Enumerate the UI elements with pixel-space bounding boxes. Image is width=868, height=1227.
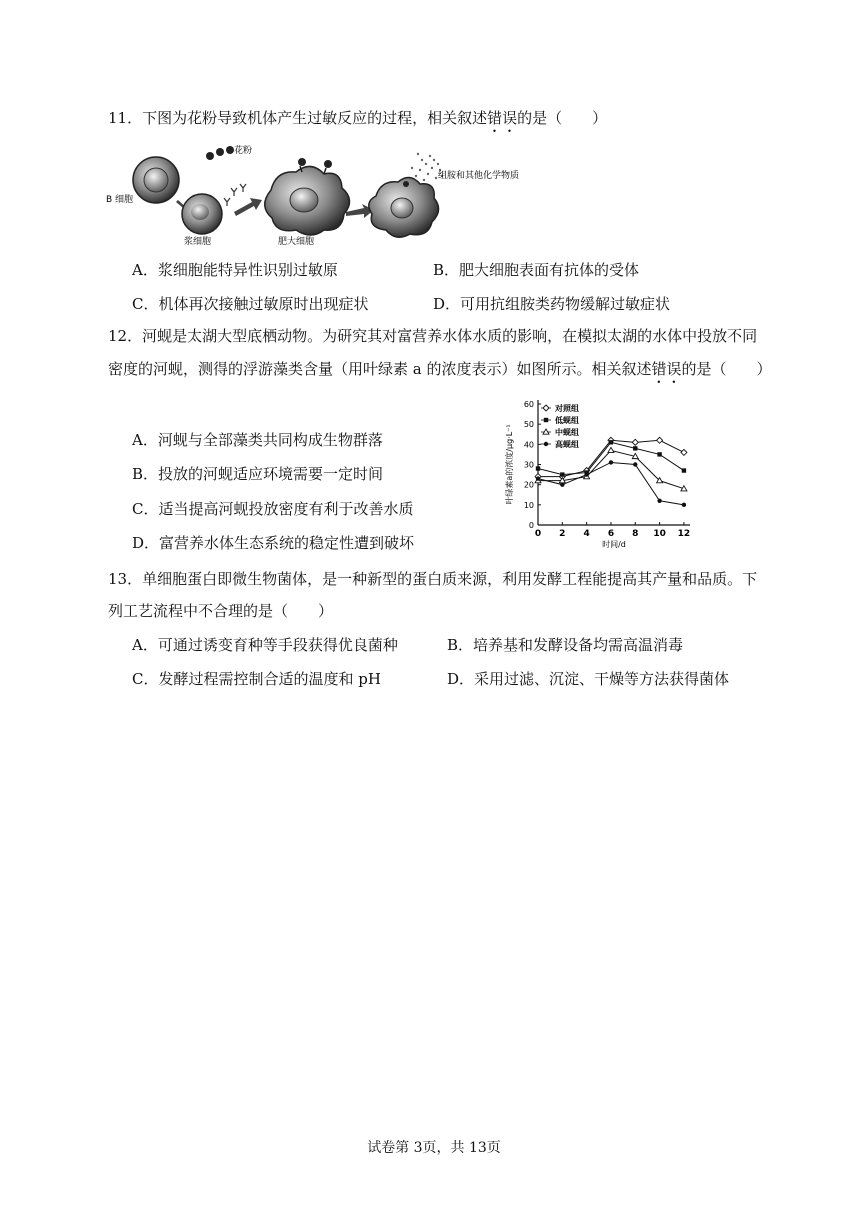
q13-option-a[interactable]: A．可通过诱变育种等手段获得优良菌种 xyxy=(132,636,398,654)
y-tick-label: 10 xyxy=(523,500,534,510)
data-point xyxy=(681,449,687,455)
q11-stem-emphasis: 错误 xyxy=(487,109,518,127)
antibody-icons xyxy=(224,184,246,206)
q11-option-d[interactable]: D．可用抗组胺类药物缓解过敏症状 xyxy=(433,295,671,313)
q11-stem-tail: 的是（ ） xyxy=(517,109,608,127)
y-tick-label: 30 xyxy=(523,460,534,470)
data-point xyxy=(609,460,613,464)
pollen-label: 花粉 xyxy=(234,146,253,156)
series-line xyxy=(538,462,684,504)
y-tick-label: 0 xyxy=(528,521,534,530)
mast-cell-shape xyxy=(265,158,350,235)
data-point xyxy=(657,437,663,443)
legend-label: 高蚬组 xyxy=(555,440,579,449)
plasma-cell-label: 浆细胞 xyxy=(184,237,212,247)
x-tick-label: 10 xyxy=(653,529,666,539)
q11-stem-text: 11．下图为花粉导致机体产生过敏反应的过程，相关叙述 xyxy=(108,109,488,127)
q12-stem-tail: 的是（ ） xyxy=(681,360,772,378)
q12-option-b[interactable]: B．投放的河蚬适应环境需要一定时间 xyxy=(132,465,384,483)
data-point xyxy=(682,503,686,507)
data-point xyxy=(657,452,661,456)
q12-stem-text: 密度的河蚬，测得的浮游藻类含量（用叶绿素 a 的浓度表示）如图所示。相关叙述 xyxy=(108,360,652,378)
data-point xyxy=(633,462,637,466)
q12-stem-line2 xyxy=(108,353,772,387)
q11-option-c[interactable]: C．机体再次接触过敏原时出现症状 xyxy=(132,295,369,313)
arrow-icon xyxy=(234,198,262,216)
q11-allergy-figure xyxy=(106,140,546,248)
y-tick-label: 50 xyxy=(523,420,534,430)
data-point xyxy=(633,446,637,450)
data-point xyxy=(560,482,564,486)
y-tick-label: 40 xyxy=(523,440,534,450)
y-tick-label: 20 xyxy=(523,480,534,490)
x-tick-label: 0 xyxy=(534,529,542,539)
pollen-grains xyxy=(206,146,234,160)
x-tick-label: 12 xyxy=(677,529,691,539)
q12-option-a[interactable]: A．河蚬与全部藻类共同构成生物群落 xyxy=(132,431,383,449)
x-axis-label: 时间/d xyxy=(602,540,626,549)
q13-option-b[interactable]: B．培养基和发酵设备均需高温消毒 xyxy=(447,636,684,654)
x-tick-label: 6 xyxy=(607,529,615,539)
data-point xyxy=(544,442,548,446)
q11-option-a[interactable]: A．浆细胞能特异性识别过敏原 xyxy=(132,261,338,279)
q11-option-b[interactable]: B．肥大细胞表面有抗体的受体 xyxy=(433,261,640,279)
plasma-cell-shape xyxy=(182,194,222,234)
data-point xyxy=(682,468,686,472)
data-point xyxy=(609,440,613,444)
chart-axes xyxy=(504,400,690,549)
x-tick-label: 4 xyxy=(583,529,590,539)
q12-stem-emphasis: 错误 xyxy=(651,360,682,378)
x-tick-label: 8 xyxy=(632,529,639,539)
degranulating-cell-shape xyxy=(369,177,439,237)
q13-stem-line2: 列工艺流程中不合理的是（ ） xyxy=(108,602,334,620)
data-point xyxy=(543,405,549,411)
x-tick-label: 2 xyxy=(559,529,566,539)
legend-label: 中蚬组 xyxy=(555,428,579,437)
q12-stem-line1: 12．河蚬是太湖大型底栖动物。为研究其对富营养水体水质的影响，在模拟太湖的水体中投放不同 xyxy=(108,327,758,345)
q13-stem-line1: 13．单细胞蛋白即微生物菌体，是一种新型的蛋白质来源，利用发酵工程能提高其产量和品质。下 xyxy=(108,570,758,588)
q13-option-c[interactable]: C．发酵过程需控制合适的温度和 pH xyxy=(132,670,381,688)
data-point xyxy=(584,472,588,476)
y-tick-label: 60 xyxy=(523,400,534,409)
data-point xyxy=(657,499,661,503)
mast-cell-label: 肥大细胞 xyxy=(278,237,315,247)
data-point xyxy=(544,418,548,422)
chlorophyll-line-chart xyxy=(496,392,700,552)
legend-label: 低蚬组 xyxy=(555,416,579,425)
y-axis-label: 叶绿素a的浓度/μg·L⁻¹ xyxy=(505,424,514,505)
b-cell-label: B 细胞 xyxy=(106,195,134,205)
q13-option-d[interactable]: D．采用过滤、沉淀、干燥等方法获得菌体 xyxy=(447,670,730,688)
data-point xyxy=(632,439,638,445)
legend-label: 对照组 xyxy=(555,404,579,413)
histamine-label: 组胺和其他化学物质 xyxy=(438,171,520,181)
data-point xyxy=(560,472,564,476)
data-point xyxy=(536,476,540,480)
q12-option-c[interactable]: C．适当提高河蚬投放密度有利于改善水质 xyxy=(132,500,414,518)
chart-legend xyxy=(541,403,579,449)
b-cell-shape xyxy=(133,157,179,203)
data-point xyxy=(536,466,540,470)
data-point xyxy=(608,447,614,452)
q12-option-d[interactable]: D．富营养水体生态系统的稳定性遭到破坏 xyxy=(132,534,415,552)
q11-stem xyxy=(108,102,607,136)
page-footer: 试卷第 3页，共 13页 xyxy=(367,1140,501,1156)
